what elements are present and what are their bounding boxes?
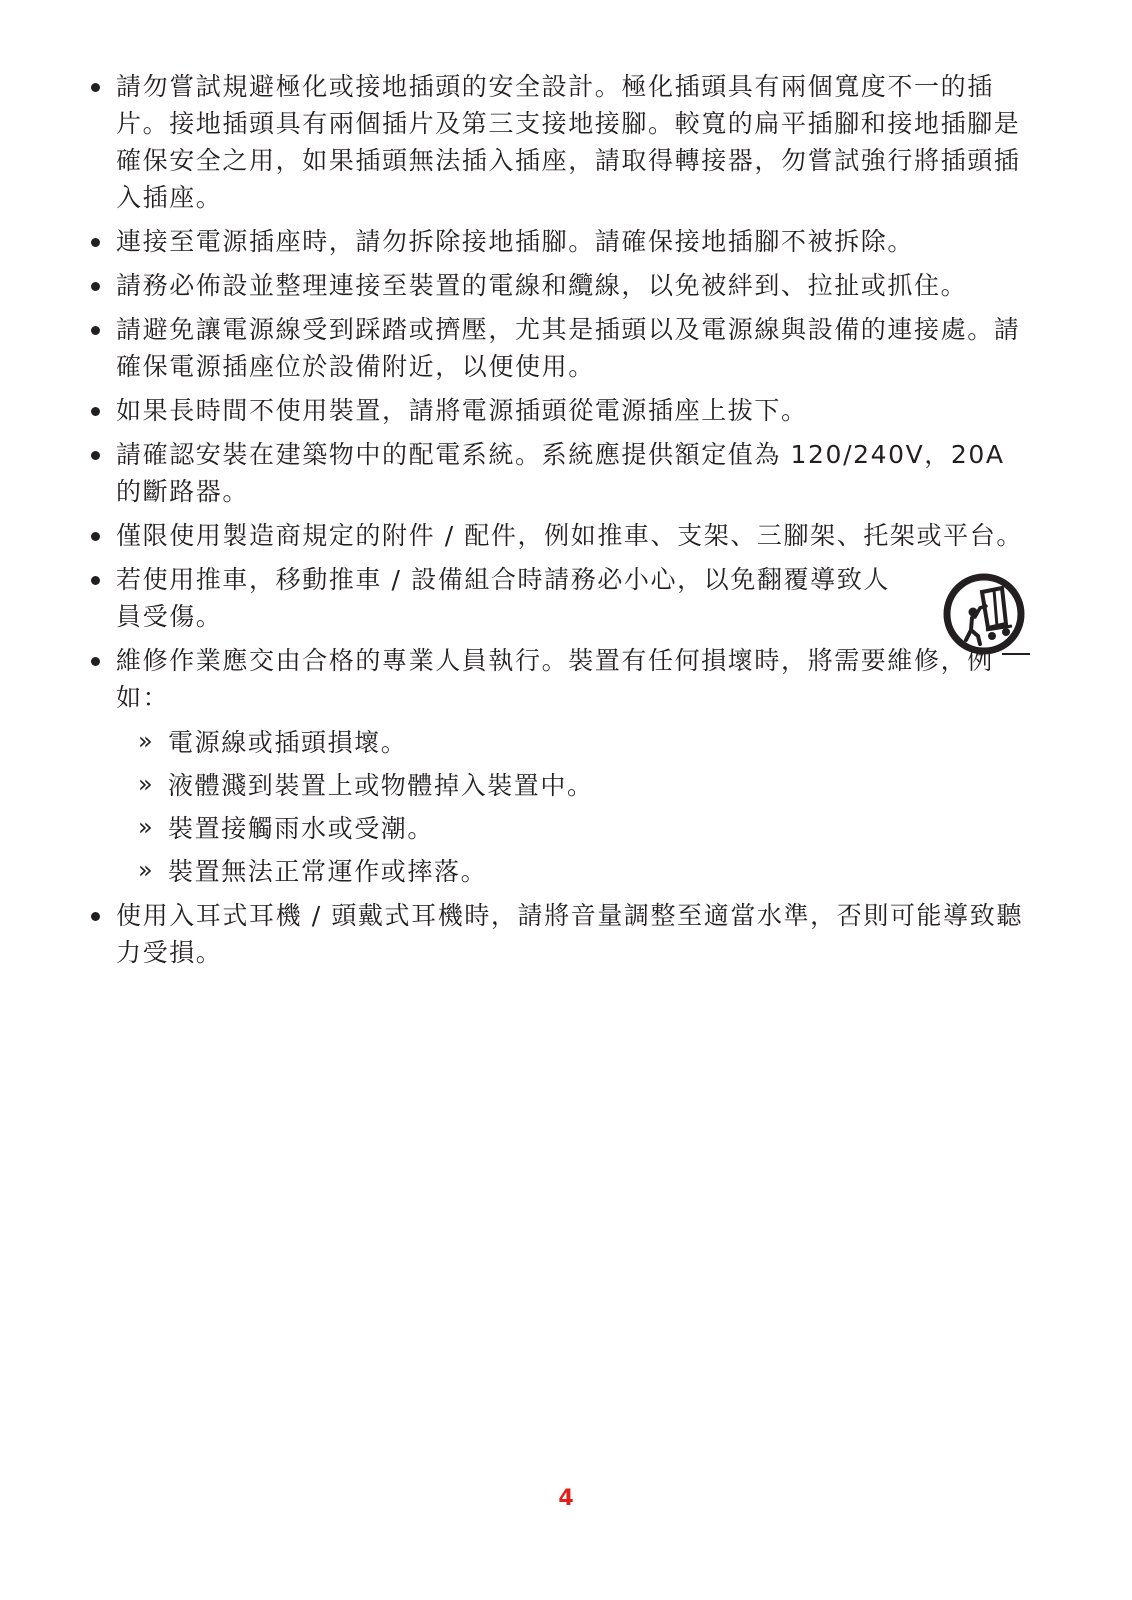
list-item-text: 請勿嘗試規避極化或接地插頭的安全設計。極化插頭具有兩個寬度不一的插片。接地插頭具有兩個插片及第三支接地接腳。較寬的扁平插腳和接地插腳是確保安全之用，如果插頭無法插入插座，請取得轉接器，勿嘗試強行將插頭插入插座。 [116,72,1021,212]
list-item [88,436,1036,510]
sub-bullet-list [116,724,1036,890]
list-item-text: 如果長時間不使用裝置，請將電源插頭從電源插座上拔下。 [116,396,808,425]
list-item [88,517,1036,554]
list-item [88,267,1036,304]
list-item-text: 請務必佈設並整理連接至裝置的電線和纜線，以免被絆到、拉扯或抓住。 [116,271,968,300]
sub-list-item: » 裝置接觸雨水或受潮。 [116,810,1036,847]
list-item [88,68,1036,216]
list-item-text: 請確認安裝在建築物中的配電系統。系統應提供額定值為 120/240V，20A 的斷路器。 [116,440,1005,506]
list-item [88,897,1036,971]
list-item-text: 請避免讓電源線受到踩踏或擠壓，尤其是插頭以及電源線與設備的連接處。請確保電源插座位於設備附近，以便使用。 [116,315,1021,381]
list-item [88,642,1036,890]
sub-list-item: » 裝置無法正常運作或摔落。 [116,853,1036,890]
sub-list-item: » 液體濺到裝置上或物體掉入裝置中。 [116,767,1036,804]
safety-instructions [88,68,1048,978]
list-item [88,561,1036,635]
cart-tip-over-warning-icon [942,572,1032,662]
list-item-text: 僅限使用製造商規定的附件 / 配件，例如推車、支架、三腳架、托架或平台。 [116,521,1023,550]
list-item [88,223,1036,260]
list-item-text: 維修作業應交由合格的專業人員執行。裝置有任何損壞時，將需要維修，例如： [116,646,994,712]
page-number: 4 [558,1486,574,1511]
list-item-text: 若使用推車，移動推車 / 設備組合時請務必小心，以免翻覆導致人員受傷。 [116,565,890,631]
list-item-text: 使用入耳式耳機 / 頭戴式耳機時，請將音量調整至適當水準，否則可能導致聽力受損。 [116,901,1023,967]
list-item [88,392,1036,429]
list-item [88,311,1036,385]
list-item-text: 連接至電源插座時，請勿拆除接地插腳。請確保接地插腳不被拆除。 [116,227,915,256]
bullet-list [88,68,1048,971]
sub-list-item: » 電源線或插頭損壞。 [116,724,1036,761]
